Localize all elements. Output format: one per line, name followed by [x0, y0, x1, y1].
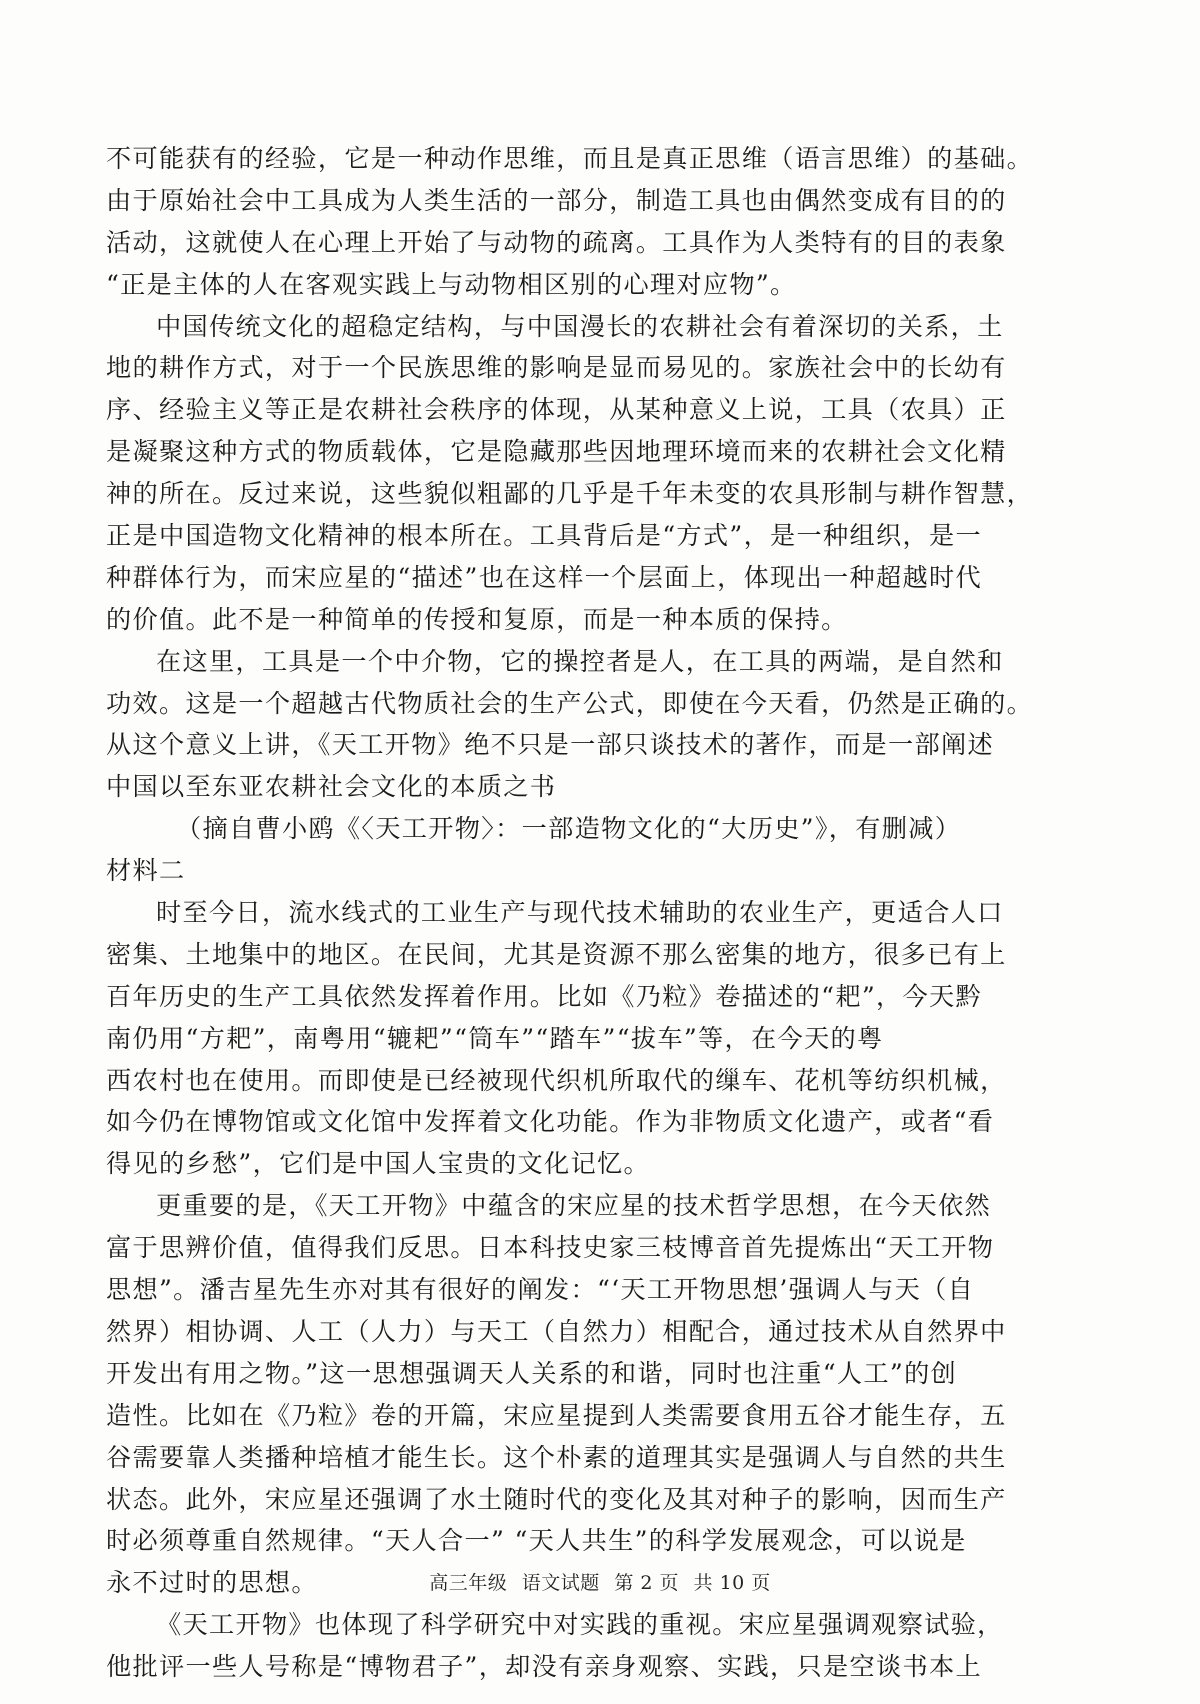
text-line: 如今仍在博物馆或文化馆中发挥着文化功能。作为非物质文化遗产，或者“看 — [106, 1107, 995, 1137]
section-heading: 材料二 — [106, 856, 186, 886]
text-line: 正是中国造物文化精神的根本所在。工具背后是“方式”，是一种组织，是一 — [106, 521, 982, 551]
text-line: 百年历史的生产工具依然发挥着作用。比如《乃粒》卷描述的“耙”，今天黔 — [106, 981, 982, 1011]
text-line: 的价值。此不是一种简单的传授和复原，而是一种本质的保持。 — [106, 604, 848, 634]
text-line: 状态。此外，宋应星还强调了水土随时代的变化及其对种子的影响，因而生产 — [106, 1484, 1007, 1514]
text-line: 谷需要靠人类播种培植才能生长。这个朴素的道理其实是强调人与自然的共生 — [106, 1442, 1007, 1472]
text-line: 《天工开物》也体现了科学研究中对实践的重视。宋应星强调观察试验， — [156, 1610, 1004, 1640]
text-line: 神的所在。反过来说，这些貌似粗鄙的几乎是千年未变的农具形制与耕作智慧， — [106, 479, 1034, 509]
text-line: 密集、土地集中的地区。在民间，尤其是资源不那么密集的地方，很多已有上 — [106, 939, 1007, 969]
text-line: 中国传统文化的超稳定结构，与中国漫长的农耕社会有着深切的关系，土 — [156, 311, 1004, 341]
text-line: 从这个意义上讲，《天工开物》绝不只是一部只谈技术的著作，而是一部阐述 — [106, 730, 994, 760]
text-line: 造性。比如在《乃粒》卷的开篇，宋应星提到人类需要食用五谷才能生存，五 — [106, 1400, 1007, 1430]
text-line: “正是主体的人在客观实践上与动物相区别的心理对应物”。 — [106, 269, 797, 299]
footer-grade: 高三年级 — [429, 1572, 508, 1594]
text-line: 他批评一些人号称是“博物君子”，却没有亲身观察、实践，只是空谈书本上 — [106, 1652, 982, 1682]
page-footer — [0, 1568, 1200, 1595]
text-line: 南仍用“方耙”，南粤用“辘耙”“筒车”“踏车”“拔车”等，在今天的粤 — [106, 1023, 884, 1053]
text-line: 永不过时的思想。 — [106, 1568, 318, 1598]
body-text — [106, 138, 1106, 1688]
text-line: 种群体行为，而宋应星的“描述”也在这样一个层面上，体现出一种超越时代 — [106, 562, 982, 592]
text-line: 是凝聚这种方式的物质载体，它是隐藏那些因地理环境而来的农耕社会文化精 — [106, 437, 1007, 467]
text-line: 然界）相协调、人工（人力）与天工（自然力）相配合，通过技术从自然界中 — [106, 1316, 1007, 1346]
text-line: 地的耕作方式，对于一个民族思维的影响是显而易见的。家族社会中的长幼有 — [106, 353, 1007, 383]
text-line: 序、经验主义等正是农耕社会秩序的体现，从某种意义上说，工具（农具）正 — [106, 395, 1007, 425]
text-line: 在这里，工具是一个中介物，它的操控者是人，在工具的两端，是自然和 — [156, 646, 1004, 676]
source-citation: （摘自曹小鸥《〈天工开物〉：一部造物文化的“大历史”》，有删减） — [176, 814, 962, 844]
text-line: 时必须尊重自然规律。“天人合一” “天人共生”的科学发展观念，可以说是 — [106, 1526, 967, 1556]
footer-total-pages: 共 10 页 — [693, 1572, 771, 1594]
text-line: 得见的乡愁”，它们是中国人宝贵的文化记忆。 — [106, 1149, 650, 1179]
text-line: 开发出有用之物。”这一思想强调天人关系的和谐，同时也注重“人工”的创 — [106, 1358, 958, 1388]
text-line: 活动，这就使人在心理上开始了与动物的疏离。工具作为人类特有的目的表象 — [106, 227, 1007, 257]
text-line: 由于原始社会中工具成为人类生活的一部分，制造工具也由偶然变成有目的的 — [106, 185, 1007, 215]
text-line: 中国以至东亚农耕社会文化的本质之书 — [106, 772, 557, 802]
footer-subject: 语文试题 — [521, 1572, 600, 1594]
text-line: 思想”。潘吉星先生亦对其有很好的阐发：“‘天工开物思想’强调人与天（自 — [106, 1275, 975, 1305]
text-line: 西农村也在使用。而即使是已经被现代织机所取代的缫车、花机等纺织机械， — [106, 1065, 1007, 1095]
text-line: 更重要的是，《天工开物》中蕴含的宋应星的技术哲学思想，在今天依然 — [156, 1191, 991, 1221]
text-line: 功效。这是一个超越古代物质社会的生产公式，即使在今天看，仍然是正确的。 — [106, 688, 1034, 718]
footer-page-number: 第 2 页 — [614, 1572, 679, 1594]
text-line: 不可能获有的经验，它是一种动作思维，而且是真正思维（语言思维）的基础。 — [106, 144, 1034, 173]
text-line: 时至今日，流水线式的工业生产与现代技术辅助的农业生产，更适合人口 — [156, 898, 1004, 928]
text-line: 富于思辨价值，值得我们反思。日本科技史家三枝博音首先提炼出“天工开物 — [106, 1233, 995, 1263]
